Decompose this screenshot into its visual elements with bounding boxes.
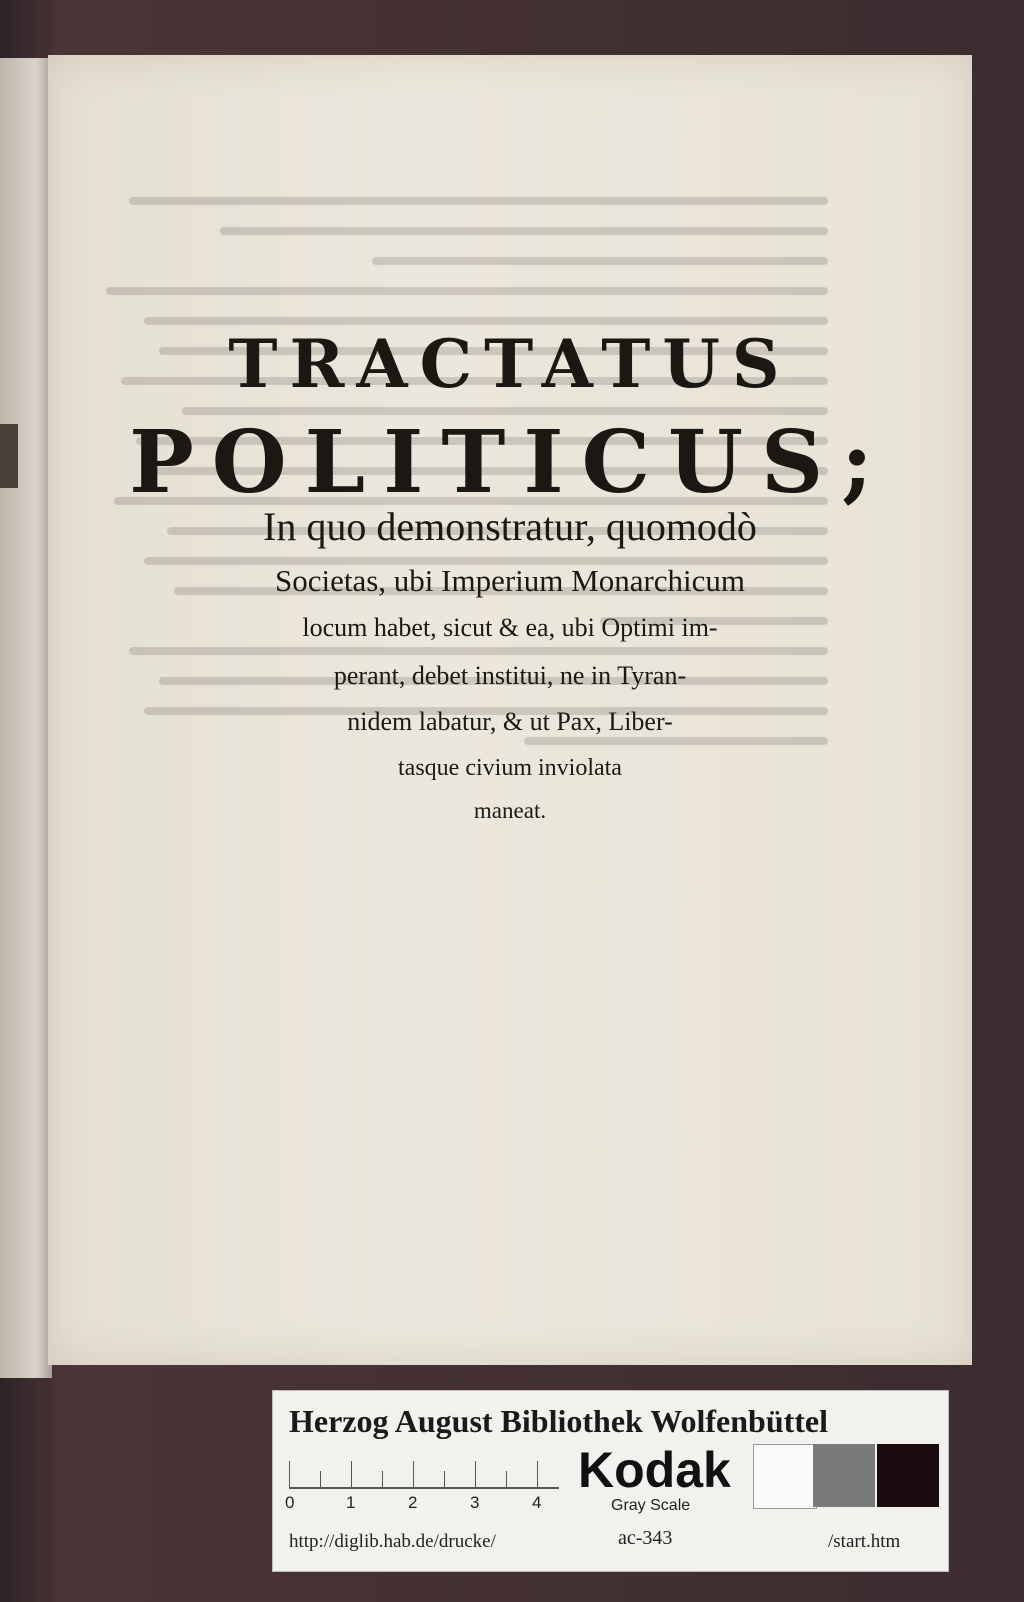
- ruler-tick: [475, 1461, 476, 1487]
- subtitle-line: locum habet, sicut & ea, ubi Optimi im-: [302, 613, 718, 642]
- ruler-number: 2: [408, 1493, 418, 1512]
- gray-patch-white: [753, 1444, 817, 1509]
- subtitle-line: nidem labatur, & ut Pax, Liber-: [347, 707, 673, 736]
- subtitle-line: maneat.: [473, 798, 547, 823]
- ruler-number: 3: [470, 1493, 480, 1512]
- ruler-number: 0: [285, 1493, 295, 1512]
- kodak-logo: Kodak: [578, 1442, 731, 1498]
- subtitle-line: perant, debet institui, ne in Tyran-: [333, 661, 687, 690]
- ruler-number: 1: [346, 1493, 356, 1512]
- title-page: [48, 55, 972, 1365]
- url-prefix: http://diglib.hab.de/drucke/: [289, 1531, 496, 1552]
- subtitle-line: Societas, ubi Imperium Monarchicum: [274, 563, 746, 598]
- ruler-tick: [351, 1461, 352, 1487]
- ruler-tick: [537, 1461, 538, 1487]
- gray-patch-dark: [877, 1444, 939, 1507]
- left-page-letter-fragment: [0, 424, 18, 488]
- ruler-tick: [382, 1471, 383, 1487]
- ruler-number: 4: [532, 1493, 542, 1512]
- subtitle-line: In quo demonstratur, quomodò: [263, 504, 757, 549]
- gray-scale-caption: Gray Scale: [611, 1497, 691, 1514]
- gray-patch-mid: [813, 1444, 875, 1507]
- title-line-1: TRACTATUS: [228, 325, 792, 403]
- subtitle-line: tasque civium inviolata: [398, 755, 622, 781]
- ruler-tick: [413, 1461, 414, 1487]
- library-name: Herzog August Bibliothek Wolfenbüttel: [289, 1403, 829, 1439]
- ruler-tick: [444, 1471, 445, 1487]
- url-suffix: /start.htm: [828, 1531, 901, 1552]
- shelfmark: ac-343: [618, 1527, 673, 1549]
- left-page-edge: [0, 58, 52, 1378]
- ruler-tick: [289, 1461, 290, 1487]
- ruler-tick: [320, 1471, 321, 1487]
- library-calibration-label: [272, 1390, 949, 1572]
- measurement-ruler: [289, 1461, 559, 1489]
- title-line-2: POLITICUS;: [129, 412, 891, 513]
- ruler-tick: [506, 1471, 507, 1487]
